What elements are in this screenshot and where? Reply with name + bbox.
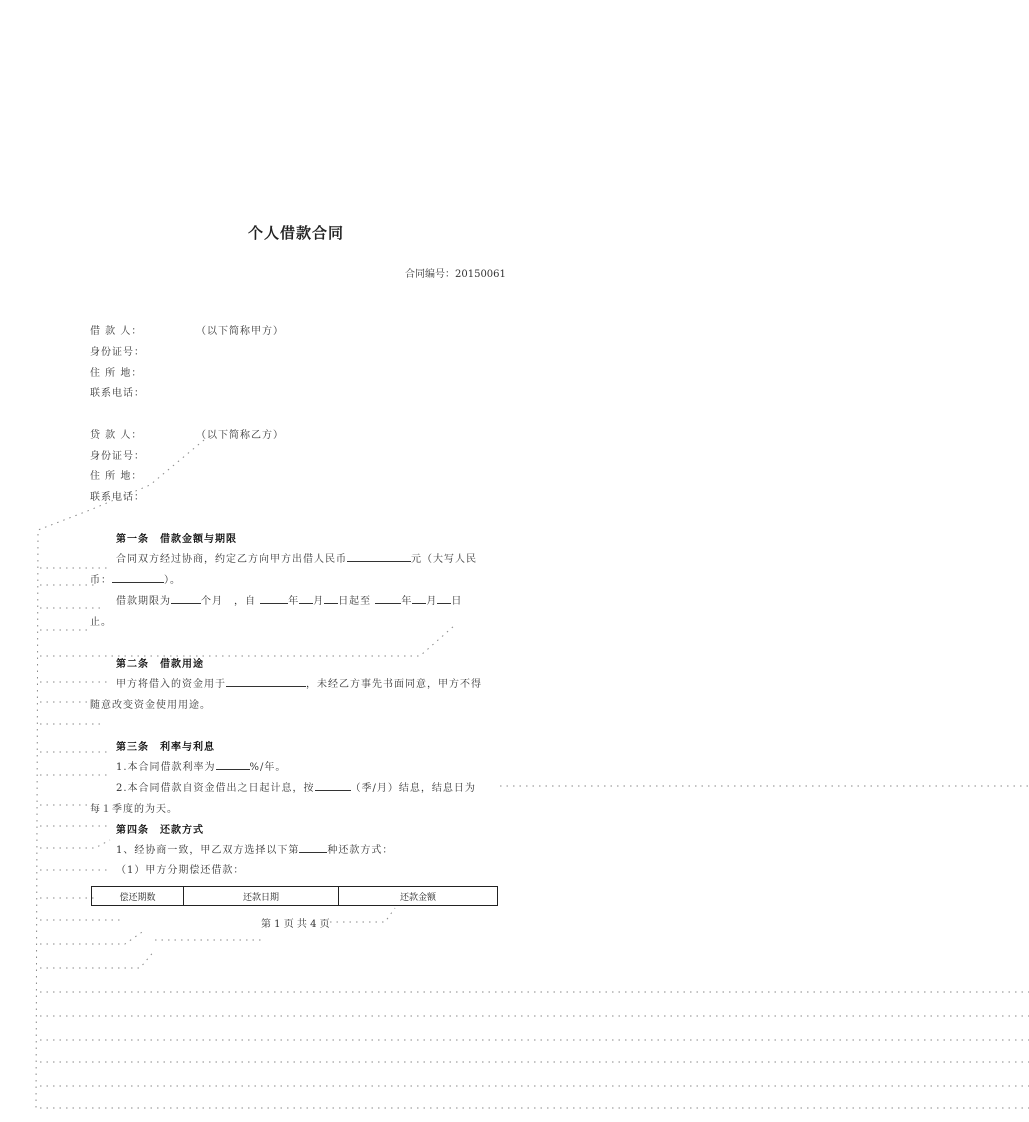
term-text-h: 日	[451, 596, 463, 607]
interest-text-a: 2.本合同借款自资金借出之日起计息，按	[116, 783, 315, 794]
term-months-blank	[171, 593, 201, 604]
article4-para1	[116, 841, 393, 856]
rate-text-a: 1.本合同借款利率为	[116, 762, 216, 773]
lender-name-label: 贷 款 人：	[90, 430, 143, 441]
term-text-b: 个月 ，自	[201, 596, 256, 607]
article3-para1	[116, 758, 286, 773]
term-text-g: 月	[426, 596, 438, 607]
interest-text-b: （季/月）结息，结息日为	[350, 783, 476, 794]
article4-para2: （1）甲方分期偿还借款：	[116, 865, 245, 876]
start-month-blank	[299, 593, 313, 604]
article2-heading: 第二条 借款用途	[116, 659, 204, 670]
term-text-d: 月	[313, 596, 325, 607]
table-header-row	[92, 887, 498, 906]
start-year-blank	[260, 593, 288, 604]
article3-para2	[116, 779, 476, 794]
term-text-c: 年	[288, 596, 300, 607]
article1-heading: 第一条 借款金额与期限	[116, 534, 237, 545]
repay-text-b: 种还款方式：	[327, 845, 394, 856]
purpose-blank	[226, 676, 306, 687]
article3-para2-cont: 每１季度的为天。	[90, 804, 178, 815]
article1-para2-end: 止。	[90, 617, 112, 628]
lender-address-label: 住 所 地：	[90, 471, 143, 482]
table-header-cell: 还款金额	[339, 887, 498, 906]
document-title: 个人借款合同	[248, 224, 345, 242]
end-year-blank	[375, 593, 401, 604]
borrower-address-label: 住 所 地：	[90, 368, 143, 379]
repay-method-blank	[299, 842, 327, 853]
lender-id-label: 身份证号：	[90, 451, 145, 462]
borrower-id-label: 身份证号：	[90, 347, 145, 358]
borrower-phone-label: 联系电话：	[90, 388, 145, 399]
lender-phone-label: 联系电话：	[90, 492, 145, 503]
repay-text-a: 1、经协商一致，甲乙双方选择以下第	[116, 845, 300, 856]
borrower-note: （以下简称甲方）	[196, 326, 284, 337]
page-footer: 第 1 页 共 4 页	[261, 919, 330, 930]
table-header-cell: 还款日期	[184, 887, 339, 906]
settlement-period-blank	[315, 780, 351, 791]
article1-text-c: 币：	[90, 575, 112, 586]
article1-para2	[116, 592, 462, 607]
rate-blank	[216, 759, 250, 770]
term-text-e: 日起至	[338, 596, 372, 607]
contract-number: 合同编号：20150061	[405, 269, 506, 280]
table-header-cell: 偿还期数	[92, 887, 184, 906]
article1-text-d: ）。	[164, 575, 181, 586]
article1-text-a: 合同双方经过协商，约定乙方向甲方出借人民币	[116, 554, 347, 565]
end-day-blank	[437, 593, 451, 604]
term-text-a: 借款期限为	[116, 596, 171, 607]
rate-text-b: %/年。	[249, 762, 287, 773]
term-text-f: 年	[401, 596, 413, 607]
borrower-name-label: 借 款 人：	[90, 326, 143, 337]
article1-para1	[116, 550, 477, 565]
article2-para1	[116, 675, 482, 690]
article4-heading: 第四条 还款方式	[116, 825, 204, 836]
article2-para1-cont: 随意改变资金使用用途。	[90, 700, 211, 711]
article3-heading: 第三条 利率与利息	[116, 742, 215, 753]
lender-note: （以下简称乙方）	[196, 430, 284, 441]
amount-blank	[347, 551, 411, 562]
repayment-table	[91, 886, 498, 906]
article1-text-b: 元（大写人民	[411, 554, 477, 565]
amount-capital-blank	[112, 572, 164, 583]
end-month-blank	[412, 593, 426, 604]
purpose-text-a: 甲方将借入的资金用于	[116, 679, 226, 690]
purpose-text-b: ，未经乙方事先书面同意，甲方不得	[306, 679, 482, 690]
start-day-blank	[324, 593, 338, 604]
article1-para1-cont	[90, 571, 181, 586]
